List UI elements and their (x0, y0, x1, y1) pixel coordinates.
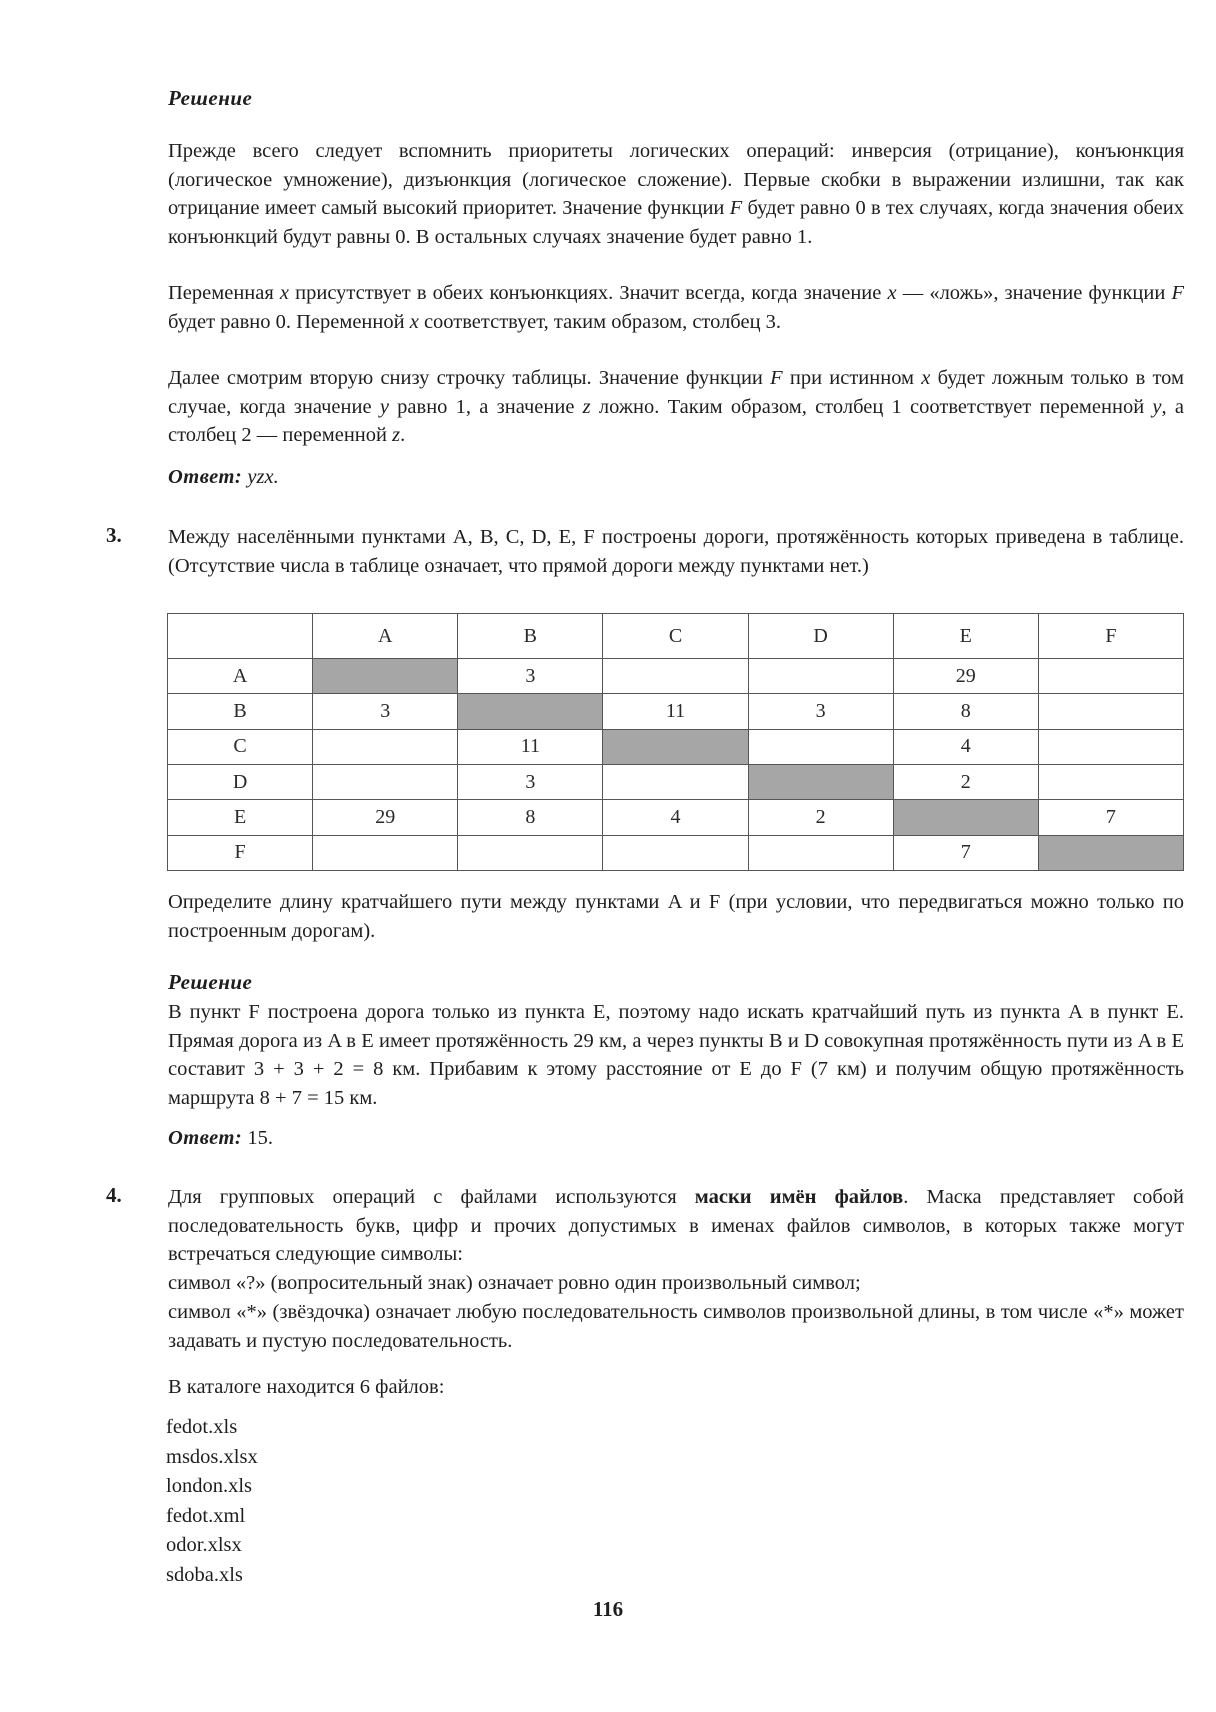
task3-question: Определите длину кратчайшего пути между пунктами A и F (при условии, что передвигаться можно только по построенным дорогам). (168, 891, 1184, 942)
distance-cell: 4 (893, 729, 1038, 764)
distance-cell: 8 (458, 800, 603, 835)
file-list-item: odor.xlsx (166, 1534, 242, 1556)
column-header: C (603, 614, 748, 659)
distance-cell: 7 (1038, 800, 1183, 835)
distance-cell: 2 (893, 764, 1038, 799)
column-header: F (1038, 614, 1183, 659)
distance-cell (458, 835, 603, 870)
table-row (168, 835, 1184, 870)
distance-cell: 11 (603, 694, 748, 729)
column-header: D (748, 614, 893, 659)
diagonal-shaded-cell (893, 800, 1038, 835)
distance-table (167, 613, 1184, 871)
distance-cell (603, 764, 748, 799)
distance-cell (313, 764, 458, 799)
distance-cell: 29 (893, 659, 1038, 694)
answer-task2: Ответ: yzx. (168, 466, 279, 488)
task4-intro: Для групповых операций с файлами используются маски имён файлов. Маска представляет собой последовательность букв, цифр и прочих допустимых в именах файлов символов, в которых также могут встречаться следующие символы: (168, 1186, 1185, 1265)
row-header: A (168, 659, 313, 694)
distance-cell (313, 729, 458, 764)
distance-cell (603, 835, 748, 870)
table-header-row (168, 614, 1184, 659)
table-row (168, 694, 1184, 729)
table-row (168, 729, 1184, 764)
answer-task3: Ответ: 15. (168, 1127, 274, 1149)
distance-cell (603, 659, 748, 694)
distance-cell (748, 835, 893, 870)
file-list-item: msdos.xlsx (166, 1445, 258, 1468)
diagonal-shaded-cell (603, 729, 748, 764)
distance-cell: 29 (313, 800, 458, 835)
task4-question-mark-rule: символ «?» (вопросительный знак) означает ровно один произвольный символ; (168, 1272, 861, 1294)
solution-heading: Решение (168, 86, 253, 110)
column-header: E (893, 614, 1038, 659)
diagonal-shaded-cell (313, 659, 458, 694)
file-masks-term: маски имён файлов (694, 1186, 904, 1208)
distance-cell: 3 (748, 694, 893, 729)
distance-cell (748, 659, 893, 694)
solution-paragraph-priorities: Прежде всего следует вспомнить приоритеты логических операций: инверсия (отрицание), конъюнкция (логическое умножение), дизъюнкция (логическое сложение). Первые скобки в выражении излишни, так как отрицание имеет самый высокий приоритет. Значение функции F будет равно 0 в тех случаях, когда значения обеих конъюнкций будут равны 0. В остальных случаях значение будет равно 1. (168, 140, 1184, 248)
row-header: F (168, 835, 313, 870)
distance-cell: 8 (893, 694, 1038, 729)
distance-cell (1038, 659, 1183, 694)
task-number-3: 3. (106, 523, 122, 547)
distance-cell: 3 (458, 764, 603, 799)
task4-catalog-intro: В каталоге находится 6 файлов: (168, 1376, 445, 1398)
distance-cell (1038, 729, 1183, 764)
table-row (168, 800, 1184, 835)
task3-solution-text: В пункт F построена дорога только из пункта E, поэтому надо искать кратчайший путь из пункта A в пункт E. Прямая дорога из A в E имеет протяжённость 29 км, а через пункты B и D совокупная протяжённость пути из A в E составит 3 + 3 + 2 = 8 км. Прибавим к этому расстояние от E до F (7 км) и получим общую протяжённость маршрута 8 + 7 = 15 км. (168, 1001, 1184, 1109)
distance-cell (1038, 764, 1183, 799)
solution-paragraph-x: Переменная x присутствует в обеих конъюнкциях. Значит всегда, когда значение x — «ложь», значение функции F будет равно 0. Переменной x соответствует, таким образом, столбец 3. (168, 282, 1184, 333)
file-list-item: fedot.xml (166, 1504, 246, 1527)
file-list-item: london.xls (166, 1475, 252, 1497)
distance-cell: 2 (748, 800, 893, 835)
distance-cell (1038, 694, 1183, 729)
column-header: A (313, 614, 458, 659)
task-number-4: 4. (106, 1183, 122, 1207)
distance-cell: 11 (458, 729, 603, 764)
file-list-item: fedot.xls (166, 1416, 238, 1438)
distance-cell: 3 (458, 659, 603, 694)
row-header: C (168, 729, 313, 764)
distance-cell: 4 (603, 800, 748, 835)
task3-intro: Между населёнными пунктами A, B, C, D, E, F построены дороги, протяжённость которых приведена в таблице. (Отсутствие числа в таблице означает, что прямой дороги между пунктами нет.) (168, 526, 1184, 577)
distance-cell: 3 (313, 694, 458, 729)
file-list (166, 1413, 258, 1590)
diagonal-shaded-cell (748, 764, 893, 799)
row-header: D (168, 764, 313, 799)
row-header: E (168, 800, 313, 835)
diagonal-shaded-cell (458, 694, 603, 729)
column-header: B (458, 614, 603, 659)
file-list-item: sdoba.xls (166, 1563, 243, 1586)
diagonal-shaded-cell (1038, 835, 1183, 870)
distance-cell (313, 835, 458, 870)
table-row (168, 659, 1184, 694)
page-number: 116 (592, 1597, 624, 1621)
distance-table-body (168, 614, 1184, 871)
table-row (168, 764, 1184, 799)
table-corner-cell (168, 614, 313, 659)
task4-asterisk-rule: символ «*» (звёздочка) означает любую последовательность символов произвольной длины, в том числе «*» может задавать и пустую последовательность. (168, 1301, 1184, 1352)
solution-paragraph-yz: Далее смотрим вторую снизу строчку таблицы. Значение функции F при истинном x будет ложным только в том случае, когда значение y равно 1, а значение z ложно. Таким образом, столбец 1 соответствует переменной y, а столбец 2 — переменной z. (168, 367, 1184, 446)
distance-cell (748, 729, 893, 764)
task3-solution-heading: Решение (168, 970, 253, 994)
distance-cell: 7 (893, 835, 1038, 870)
row-header: B (168, 694, 313, 729)
